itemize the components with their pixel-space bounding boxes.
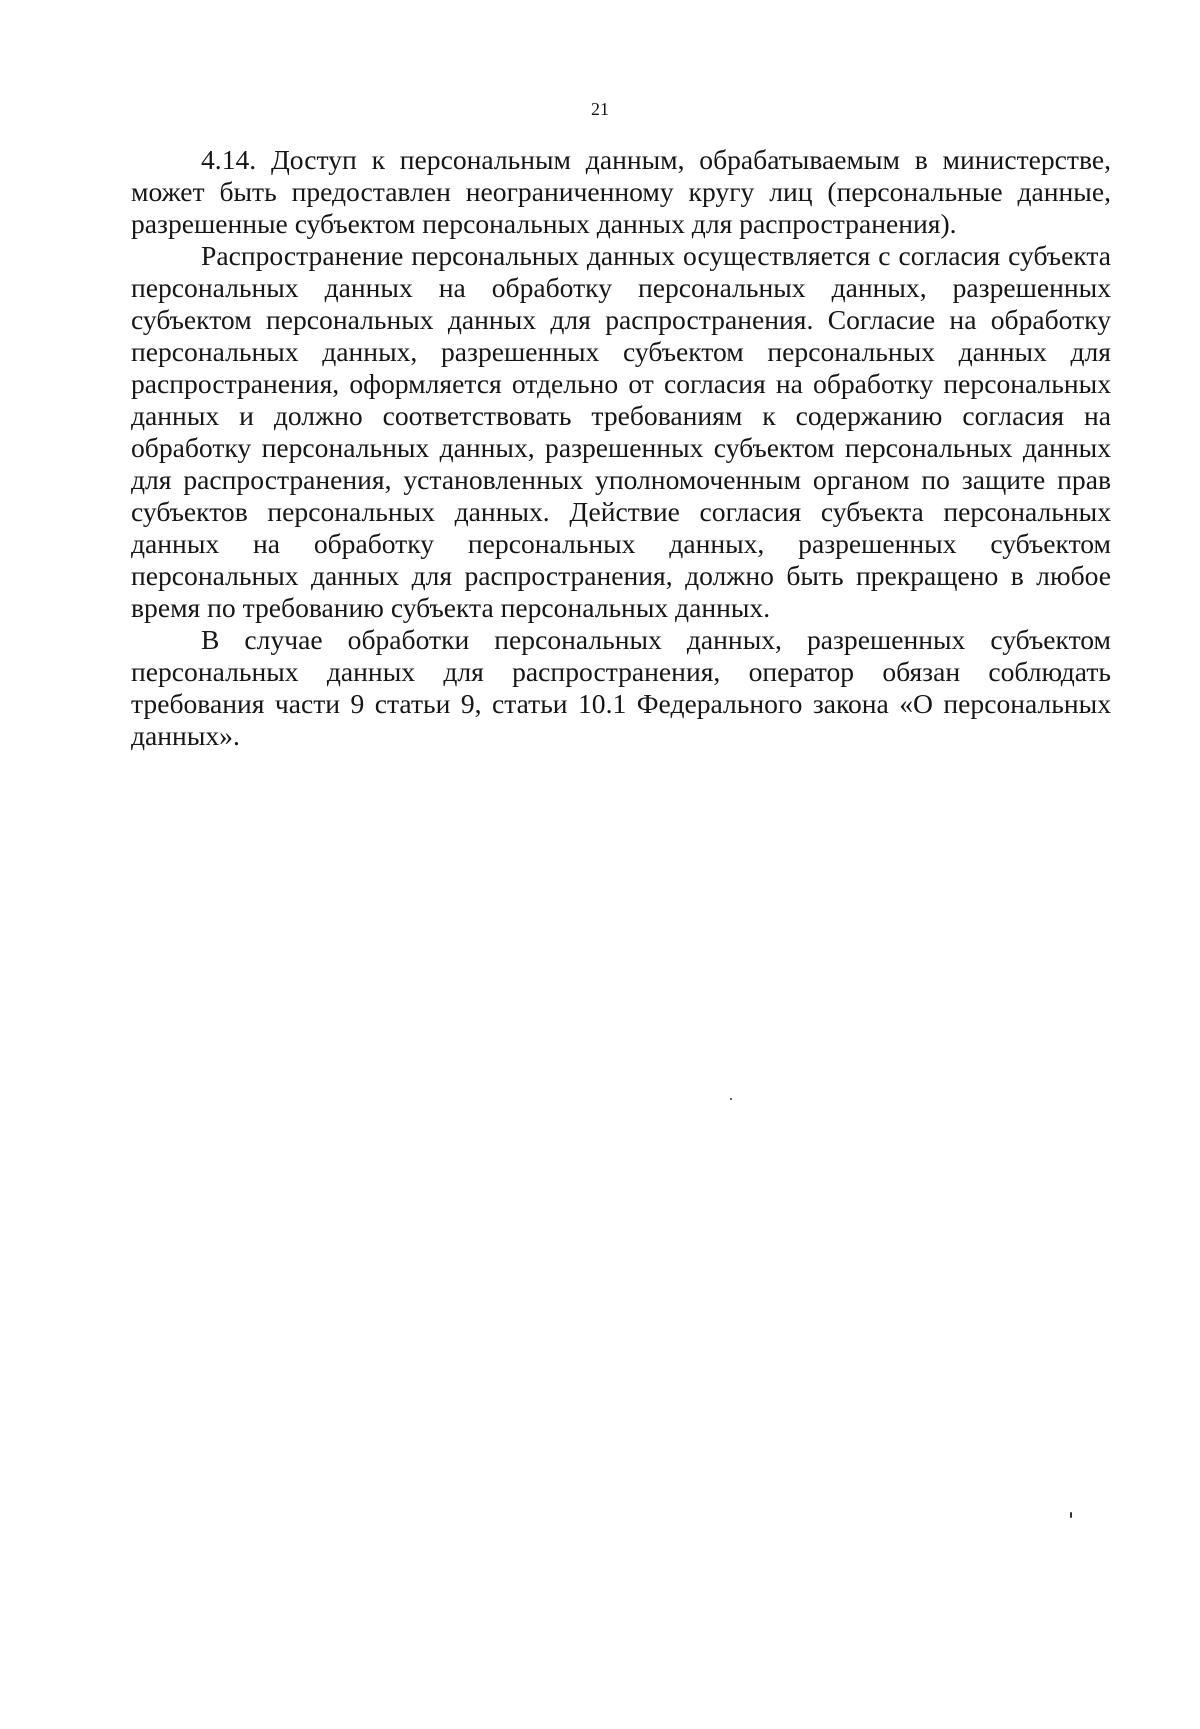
paragraph-operator-obligations: В случае обработки персональных данных, разрешенных субъектом персональных данных для распространения, оператор обязан соблюдать требования части 9 статьи 9, статьи 10.1 Федерального закона «О персональных данных». bbox=[131, 624, 1111, 751]
page-number: 21 bbox=[591, 99, 609, 119]
scan-speck bbox=[1070, 1512, 1072, 1518]
paragraph-4-14: 4.14. Доступ к персональным данным, обрабатываемым в министерстве, может быть предоставлен неограниченному кругу лиц (персональные данные, разрешенные субъектом персональных данных для распространения). bbox=[131, 144, 1111, 239]
scan-speck bbox=[730, 1098, 732, 1100]
body-text bbox=[131, 144, 1111, 752]
paragraph-distribution-consent: Распространение персональных данных осуществляется с согласия субъекта персональных данных на обработку персональных данных, разрешенных субъектом персональных данных для распространения. Согласие на обработку персональных данных, разрешенных субъектом персональных данных для распространения, оформляется отдельно от согласия на обработку персональных данных и должно соответствовать требованиям к содержанию согласия на обработку персональных данных, разрешенных субъектом персональных данных для распространения, установленных уполномоченным органом по защите прав субъектов персональных данных. Действие согласия субъекта персональных данных на обработку персональных данных, разрешенных субъектом персональных данных для распространения, должно быть прекращено в любое время по требованию субъекта персональных данных. bbox=[131, 240, 1111, 623]
